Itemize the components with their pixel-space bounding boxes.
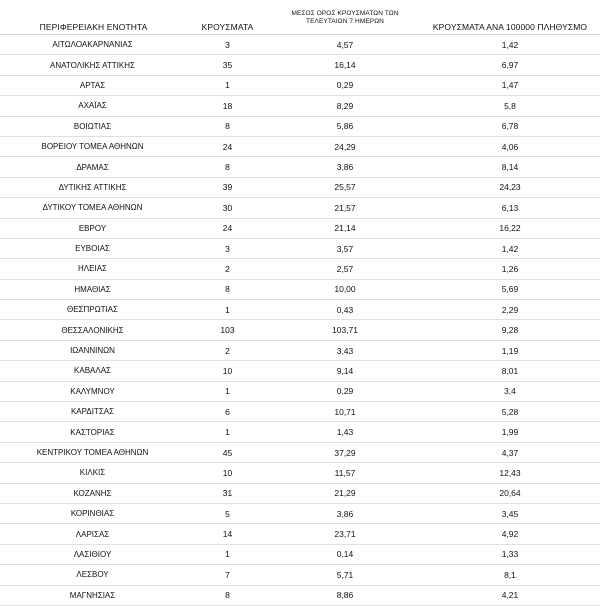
cell-cases: 35 (185, 55, 270, 75)
cell-cases: 5 (185, 503, 270, 523)
cell-cases: 24 (185, 136, 270, 156)
table-row (0, 483, 600, 503)
cell-cases: 24 (185, 218, 270, 238)
cell-cases: 30 (185, 198, 270, 218)
cell-cases: 18 (185, 96, 270, 116)
cell-region: ΚΕΝΤΡΙΚΟΥ ΤΟΜΕΑ ΑΘΗΝΩΝ (0, 442, 185, 462)
cell-avg7: 3,86 (270, 157, 420, 177)
cell-per100k: 5,69 (420, 279, 600, 299)
cell-region: ΔΡΑΜΑΣ (0, 157, 185, 177)
cell-region: ΒΟΡΕΙΟΥ ΤΟΜΕΑ ΑΘΗΝΩΝ (0, 136, 185, 156)
cell-cases: 1 (185, 422, 270, 442)
cell-cases: 39 (185, 177, 270, 197)
cell-cases: 8 (185, 157, 270, 177)
cell-avg7: 24,29 (270, 136, 420, 156)
cell-cases: 8 (185, 279, 270, 299)
cell-per100k: 8,14 (420, 157, 600, 177)
table-row (0, 279, 600, 299)
cell-cases: 7 (185, 565, 270, 585)
cell-avg7: 3,43 (270, 340, 420, 360)
cell-avg7: 103,71 (270, 320, 420, 340)
table-row (0, 177, 600, 197)
table-row (0, 75, 600, 95)
cell-region: ΚΟΖΑΝΗΣ (0, 483, 185, 503)
cell-per100k: 5,8 (420, 96, 600, 116)
cell-avg7: 5,86 (270, 116, 420, 136)
cell-per100k: 2,29 (420, 300, 600, 320)
cell-per100k: 20,64 (420, 483, 600, 503)
header-cases: ΚΡΟΥΣΜΑΤΑ (185, 4, 270, 35)
cell-region: ΚΑΡΔΙΤΣΑΣ (0, 402, 185, 422)
cell-cases: 1 (185, 381, 270, 401)
cell-cases: 1 (185, 300, 270, 320)
cell-cases: 8 (185, 585, 270, 605)
cell-region: ΚΙΛΚΙΣ (0, 463, 185, 483)
cell-cases: 10 (185, 463, 270, 483)
header-avg7-line2: ΤΕΛΕΥΤΑΙΩΝ 7 ΗΜΕΡΩΝ (306, 18, 384, 25)
cell-avg7: 37,29 (270, 442, 420, 462)
cell-avg7: 0,14 (270, 544, 420, 564)
header-avg7-line1: ΜΕΣΟΣ ΟΡΟΣ ΚΡΟΥΣΜΑΤΩΝ ΤΩΝ (291, 10, 399, 17)
cell-avg7: 5,71 (270, 565, 420, 585)
table-row (0, 116, 600, 136)
cell-avg7: 2,57 (270, 259, 420, 279)
cell-cases: 3 (185, 35, 270, 55)
cell-cases: 31 (185, 483, 270, 503)
table-row (0, 238, 600, 258)
table-row (0, 381, 600, 401)
cell-per100k: 1,99 (420, 422, 600, 442)
table-body (0, 35, 600, 606)
cell-per100k: 1,42 (420, 35, 600, 55)
cell-per100k: 3,4 (420, 381, 600, 401)
table-header (0, 4, 600, 35)
table-row (0, 259, 600, 279)
table-row (0, 35, 600, 55)
cell-avg7: 21,14 (270, 218, 420, 238)
table-row (0, 565, 600, 585)
cell-per100k: 4,21 (420, 585, 600, 605)
cell-per100k: 1,26 (420, 259, 600, 279)
cell-region: ΛΑΡΙΣΑΣ (0, 524, 185, 544)
cell-cases: 103 (185, 320, 270, 340)
cases-table (0, 4, 600, 606)
cell-cases: 1 (185, 75, 270, 95)
table-row (0, 585, 600, 605)
table-row (0, 218, 600, 238)
header-avg7 (270, 4, 420, 35)
cell-region: ΚΑΛΥΜΝΟΥ (0, 381, 185, 401)
cell-region: ΔΥΤΙΚΟΥ ΤΟΜΕΑ ΑΘΗΝΩΝ (0, 198, 185, 218)
table-row (0, 55, 600, 75)
header-region: ΠΕΡΙΦΕΡΕΙΑΚΗ ΕΝΟΤΗΤΑ (0, 4, 185, 35)
cell-per100k: 1,19 (420, 340, 600, 360)
cell-per100k: 9,28 (420, 320, 600, 340)
cell-region: ΚΑΒΑΛΑΣ (0, 361, 185, 381)
cell-avg7: 10,71 (270, 402, 420, 422)
cell-avg7: 11,57 (270, 463, 420, 483)
cell-cases: 6 (185, 402, 270, 422)
table-row (0, 96, 600, 116)
cell-avg7: 0,43 (270, 300, 420, 320)
cell-region: ΗΜΑΘΙΑΣ (0, 279, 185, 299)
cell-cases: 45 (185, 442, 270, 462)
cell-region: ΘΕΣΣΑΛΟΝΙΚΗΣ (0, 320, 185, 340)
cell-per100k: 8,1 (420, 565, 600, 585)
table-row (0, 402, 600, 422)
table-row (0, 361, 600, 381)
cell-avg7: 1,43 (270, 422, 420, 442)
cell-avg7: 10,00 (270, 279, 420, 299)
cell-per100k: 12,43 (420, 463, 600, 483)
cell-avg7: 0,29 (270, 381, 420, 401)
header-row (0, 4, 600, 35)
cell-region: ΒΟΙΩΤΙΑΣ (0, 116, 185, 136)
cell-cases: 2 (185, 259, 270, 279)
cell-region: ΙΩΑΝΝΙΝΩΝ (0, 340, 185, 360)
cell-region: ΑΡΤΑΣ (0, 75, 185, 95)
table-row (0, 503, 600, 523)
cell-per100k: 6,13 (420, 198, 600, 218)
cell-avg7: 16,14 (270, 55, 420, 75)
header-per100k: ΚΡΟΥΣΜΑΤΑ ΑΝΑ 100000 ΠΛΗΘΥΣΜΟ (420, 4, 600, 35)
cell-cases: 14 (185, 524, 270, 544)
cell-avg7: 23,71 (270, 524, 420, 544)
cell-region: ΜΑΓΝΗΣΙΑΣ (0, 585, 185, 605)
table-row (0, 422, 600, 442)
cell-per100k: 5,28 (420, 402, 600, 422)
cell-cases: 8 (185, 116, 270, 136)
table-row (0, 300, 600, 320)
cell-avg7: 3,57 (270, 238, 420, 258)
cell-per100k: 16,22 (420, 218, 600, 238)
cell-avg7: 3,86 (270, 503, 420, 523)
table-row (0, 198, 600, 218)
cell-region: ΚΑΣΤΟΡΙΑΣ (0, 422, 185, 442)
cell-cases: 1 (185, 544, 270, 564)
cell-cases: 3 (185, 238, 270, 258)
table-row (0, 544, 600, 564)
table-row (0, 524, 600, 544)
table-row (0, 157, 600, 177)
cell-region: ΕΥΒΟΙΑΣ (0, 238, 185, 258)
cell-per100k: 1,47 (420, 75, 600, 95)
cell-per100k: 4,37 (420, 442, 600, 462)
cell-avg7: 21,57 (270, 198, 420, 218)
table-row (0, 463, 600, 483)
cell-region: ΘΕΣΠΡΩΤΙΑΣ (0, 300, 185, 320)
cell-avg7: 4,57 (270, 35, 420, 55)
cell-per100k: 4,06 (420, 136, 600, 156)
cell-region: ΑΙΤΩΛΟΑΚΑΡΝΑΝΙΑΣ (0, 35, 185, 55)
cell-avg7: 0,29 (270, 75, 420, 95)
cell-region: ΑΧΑΪΑΣ (0, 96, 185, 116)
cell-per100k: 4,92 (420, 524, 600, 544)
cell-per100k: 8,01 (420, 361, 600, 381)
cell-avg7: 21,29 (270, 483, 420, 503)
cell-per100k: 24,23 (420, 177, 600, 197)
cell-region: ΕΒΡΟΥ (0, 218, 185, 238)
cell-avg7: 8,86 (270, 585, 420, 605)
cell-avg7: 8,29 (270, 96, 420, 116)
cell-avg7: 9,14 (270, 361, 420, 381)
cell-region: ΛΕΣΒΟΥ (0, 565, 185, 585)
cell-per100k: 1,42 (420, 238, 600, 258)
cell-per100k: 3,45 (420, 503, 600, 523)
table-row (0, 340, 600, 360)
cell-per100k: 6,97 (420, 55, 600, 75)
cell-per100k: 6,78 (420, 116, 600, 136)
cell-region: ΑΝΑΤΟΛΙΚΗΣ ΑΤΤΙΚΗΣ (0, 55, 185, 75)
cell-region: ΗΛΕΙΑΣ (0, 259, 185, 279)
table-row (0, 136, 600, 156)
table-row (0, 320, 600, 340)
table-row (0, 442, 600, 462)
cell-cases: 2 (185, 340, 270, 360)
cell-cases: 10 (185, 361, 270, 381)
cell-region: ΚΟΡΙΝΘΙΑΣ (0, 503, 185, 523)
cell-avg7: 25,57 (270, 177, 420, 197)
cell-per100k: 1,33 (420, 544, 600, 564)
cell-region: ΛΑΣΙΘΙΟΥ (0, 544, 185, 564)
cell-region: ΔΥΤΙΚΗΣ ΑΤΤΙΚΗΣ (0, 177, 185, 197)
